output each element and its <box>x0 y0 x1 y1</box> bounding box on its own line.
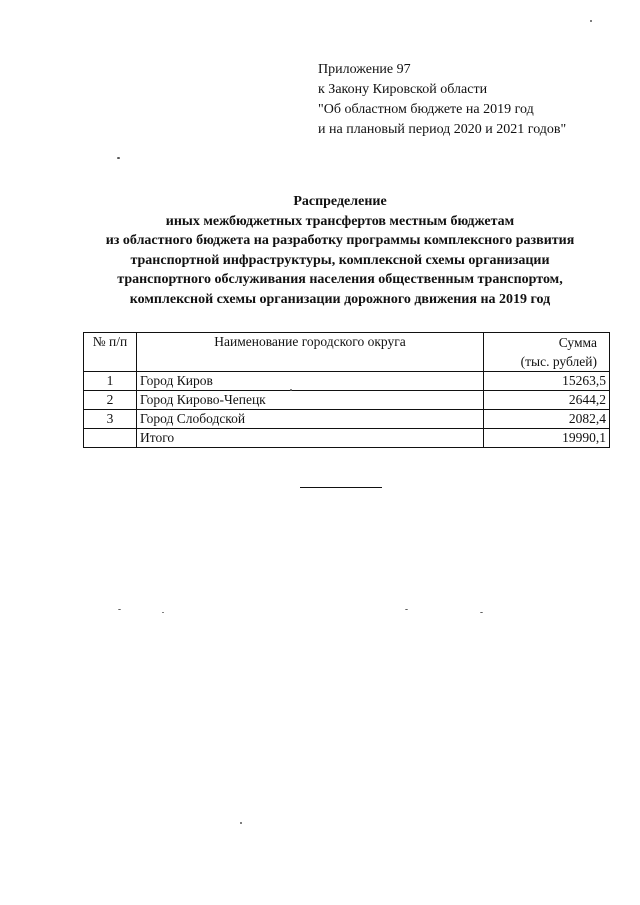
appendix-line: Приложение 97 <box>318 62 411 77</box>
scan-speck <box>480 612 483 613</box>
row-num: 3 <box>84 410 137 429</box>
row-name: Итого <box>137 429 484 448</box>
document-title <box>60 192 620 309</box>
scan-speck <box>118 609 121 610</box>
title-line: из областного бюджета на разработку программы комплексного развития <box>105 233 575 248</box>
title-line: Распределение <box>293 194 387 209</box>
table-row <box>84 372 610 391</box>
row-num: 1 <box>84 372 137 391</box>
table-row <box>84 410 610 429</box>
header-sum-line2: (тыс. рублей) <box>520 354 597 369</box>
appendix-line: "Об областном бюджете на 2019 год <box>318 102 534 117</box>
appendix-line: к Закону Кировской области <box>318 82 488 97</box>
row-num: 2 <box>84 391 137 410</box>
title-line: иных межбюджетных трансфертов местным бюджетам <box>165 213 515 229</box>
scan-speck <box>405 609 408 610</box>
title-line: транспортной инфраструктуры, комплексной схемы организации <box>130 252 550 268</box>
title-line: комплексной схемы организации дорожного движения на 2019 год <box>129 291 551 307</box>
header-num: № п/п <box>84 333 137 372</box>
scan-speck <box>590 20 592 22</box>
table-row <box>84 391 610 410</box>
scan-speck <box>117 157 120 159</box>
distribution-table <box>83 332 610 448</box>
row-sum: 2082,4 <box>484 410 610 429</box>
end-separator-line <box>300 487 382 488</box>
row-sum: 15263,5 <box>484 372 610 391</box>
row-sum: 19990,1 <box>484 429 610 448</box>
row-name: Город Киров <box>137 372 484 391</box>
appendix-header <box>318 60 566 140</box>
scan-speck <box>240 822 242 824</box>
scan-speck <box>162 612 164 613</box>
header-sum-line1: Сумма <box>558 335 597 350</box>
row-sum: 2644,2 <box>484 391 610 410</box>
appendix-line: и на плановый период 2020 и 2021 годов" <box>318 122 567 137</box>
scan-speck <box>290 389 292 391</box>
table-header-row <box>84 333 610 372</box>
header-sum <box>484 333 610 372</box>
title-line: транспортного обслуживания населения общественным транспортом, <box>117 272 563 287</box>
header-name: Наименование городского округа <box>137 333 484 372</box>
row-num <box>84 429 137 448</box>
row-name: Город Слободской <box>137 410 484 429</box>
row-name: Город Кирово-Чепецк <box>137 391 484 410</box>
table-total-row <box>84 429 610 448</box>
